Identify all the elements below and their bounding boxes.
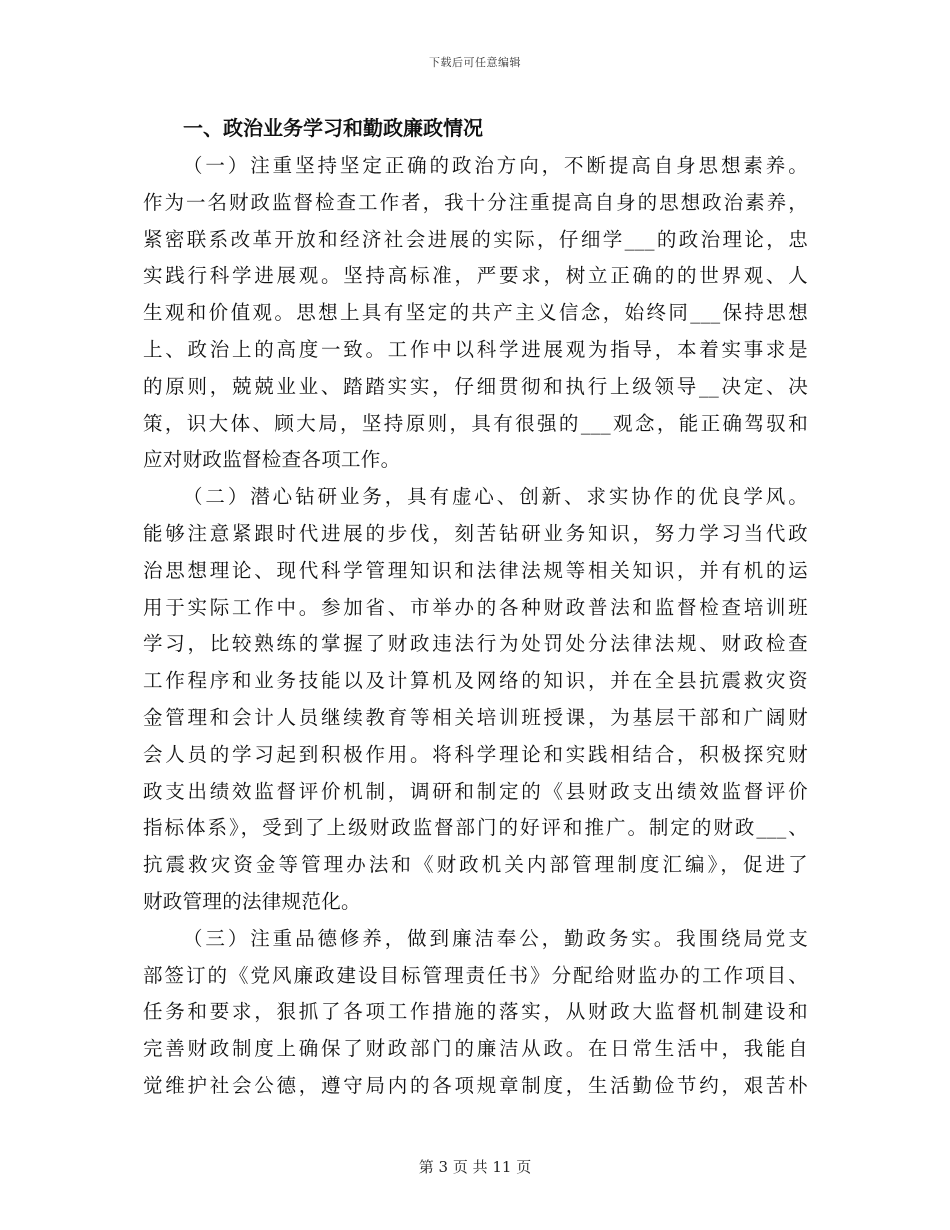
paragraph-line: （二）潜心钻研业务，具有虚心、创新、求实协作的优良学风。	[183, 485, 808, 509]
paragraph-line: 指标体系》，受到了上级财政监督部门的好评和推广。制定的财政___、	[143, 816, 808, 840]
paragraph-line: 的原则，兢兢业业、踏踏实实，仔细贯彻和执行上级领导__决定、决	[143, 374, 808, 398]
paragraph-line: 生观和价值观。思想上具有坚定的共产主义信念，始终同___保持思想	[143, 301, 808, 325]
paragraph-1	[143, 148, 808, 479]
header-note: 下载后可任意编辑	[429, 56, 521, 69]
paragraph-2	[143, 479, 808, 921]
paragraph-line: 策，识大体、顾大局，坚持原则，具有很强的___观念，能正确驾驭和	[143, 411, 808, 435]
paragraph-3	[143, 921, 808, 1105]
paragraph-line: 政支出绩效监督评价机制，调研和制定的《县财政支出绩效监督评价	[143, 779, 808, 803]
paragraph-line: 上、政治上的高度一致。工作中以科学进展观为指导，本着实事求是	[143, 337, 808, 361]
paragraph-line: 觉维护社会公德，遵守局内的各项规章制度，生活勤俭节约，艰苦朴	[143, 1073, 808, 1097]
paragraph-line: 抗震救灾资金等管理办法和《财政机关内部管理制度汇编》，促进了	[143, 853, 808, 877]
paragraph-line: 治思想理论、现代科学管理知识和法律法规等相关知识，并有机的运	[143, 558, 808, 582]
paragraph-line: 财政管理的法律规范化。	[143, 889, 361, 913]
paragraph-line: 实践行科学进展观。坚持高标准，严要求，树立正确的的世界观、人	[143, 264, 808, 288]
paragraph-line: 用于实际工作中。参加省、市举办的各种财政普法和监督检查培训班	[143, 595, 808, 619]
paragraph-line: 工作程序和业务技能以及计算机及网络的知识，并在全县抗震救灾资	[143, 669, 808, 693]
paragraph-line: 紧密联系改革开放和经济社会进展的实际，仔细学___的政治理论，忠	[143, 227, 808, 251]
paragraph-line: 会人员的学习起到积极作用。将科学理论和实践相结合，积极探究财	[143, 742, 808, 766]
paragraph-line: 任务和要求，狠抓了各项工作措施的落实，从财政大监督机制建设和	[143, 1000, 808, 1024]
paragraph-line: 作为一名财政监督检查工作者，我十分注重提高自身的思想政治素养，	[143, 190, 808, 214]
paragraph-line: （三）注重品德修养，做到廉洁奉公，勤政务实。我围绕局党支	[183, 926, 808, 950]
paragraph-line: 应对财政监督检查各项工作。	[143, 448, 401, 472]
paragraph-line: 金管理和会计人员继续教育等相关培训班授课，为基层干部和广阔财	[143, 705, 808, 729]
paragraph-line: 完善财政制度上确保了财政部门的廉洁从政。在日常生活中，我能自	[143, 1037, 808, 1061]
paragraph-line: 部签订的《党风廉政建设目标管理责任书》分配给财监办的工作项目、	[143, 963, 808, 987]
paragraph-line: 学习，比较熟练的掌握了财政违法行为处罚处分法律法规、财政检查	[143, 632, 808, 656]
section-title: 一、政治业务学习和勤政廉政情况	[183, 116, 483, 140]
paragraph-line: （一）注重坚持坚定正确的政治方向，不断提高自身思想素养。	[183, 154, 808, 177]
page-number: 第 3 页 共 11 页	[418, 1158, 532, 1176]
document-body	[143, 110, 808, 1105]
paragraph-line: 能够注意紧跟时代进展的步伐，刻苦钻研业务知识，努力学习当代政	[143, 521, 808, 545]
